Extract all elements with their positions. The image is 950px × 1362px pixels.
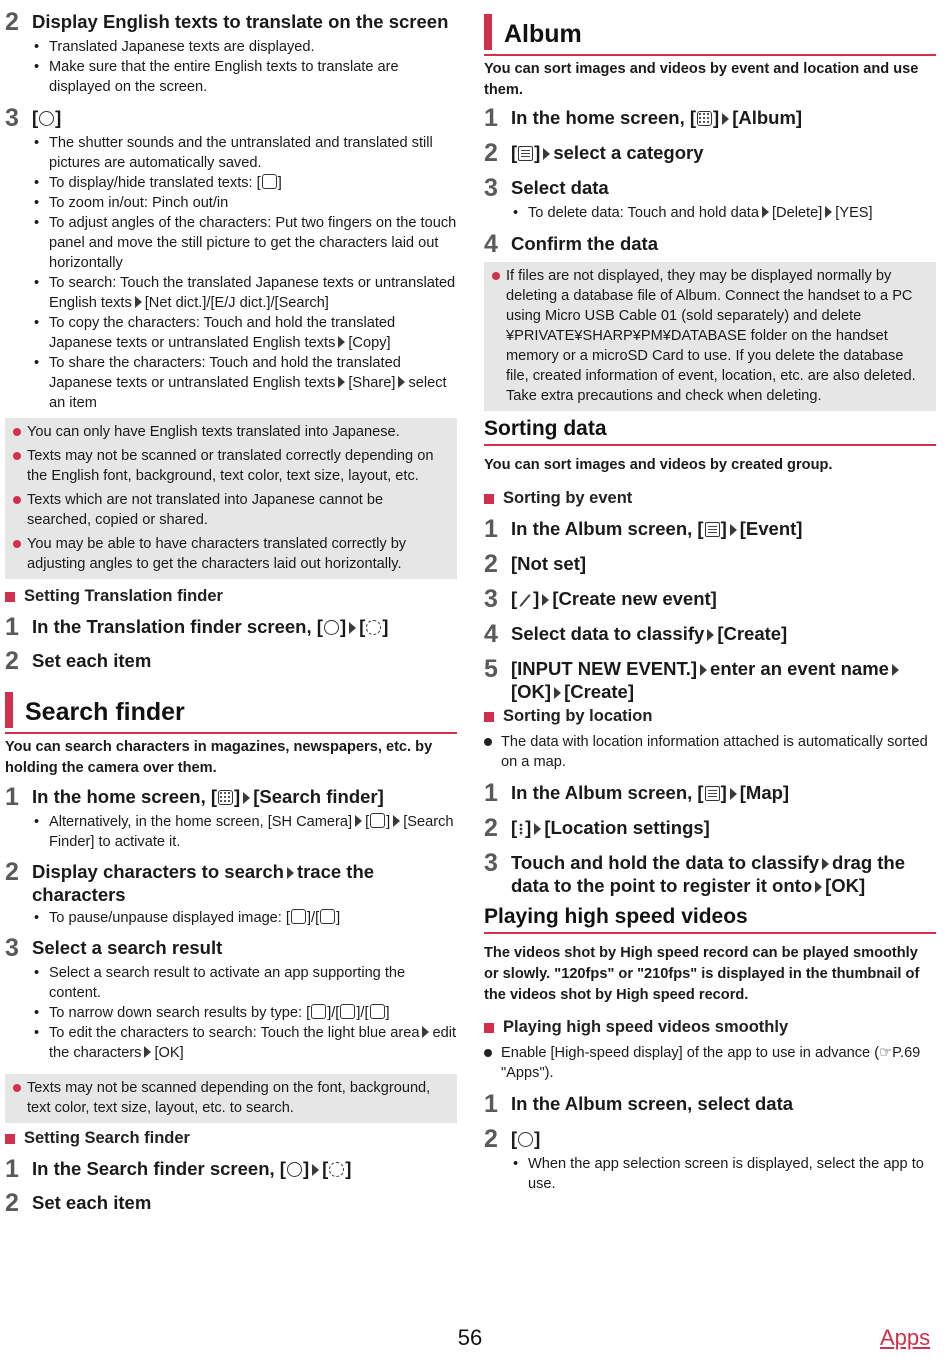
step-number: 3	[5, 104, 19, 132]
apps-grid-icon	[218, 790, 233, 805]
section-sorting-data	[484, 417, 936, 446]
arrow-icon	[135, 296, 142, 308]
arrow-icon	[349, 622, 356, 634]
step-number: 3	[484, 849, 498, 877]
arrow-icon	[822, 858, 829, 870]
play-icon	[320, 909, 335, 924]
step-text: [ ] [Create new event]	[511, 588, 717, 609]
step-number: 4	[484, 620, 498, 648]
step-text: Display characters to search trace the characters	[32, 861, 375, 905]
arrow-icon	[543, 148, 550, 160]
note-item: You may be able to have characters translated correctly by adjusting angles to get the characters laid out horizontally.	[13, 534, 451, 574]
step-number: 3	[5, 934, 19, 962]
step-text: In the Album screen, [ ] [Map]	[511, 782, 790, 803]
menu-icon	[287, 1162, 302, 1177]
notes-box	[5, 1074, 457, 1123]
arrow-icon	[892, 664, 899, 676]
filter-type-icon	[340, 1004, 355, 1019]
bullet-item: • Make sure that the entire English texts to translate are displayed on the screen.	[32, 57, 457, 97]
translate-toggle-icon	[262, 174, 277, 189]
step-text: In the Translation finder screen, [ ] [ ]	[32, 616, 389, 637]
notes-box	[5, 418, 457, 579]
step-text: Confirm the data	[511, 233, 658, 254]
step-number: 2	[5, 647, 19, 675]
step-number: 4	[484, 230, 498, 258]
arrow-icon	[312, 1164, 319, 1176]
subheading: Playing high speed videos smoothly	[484, 1018, 936, 1037]
camera-mode-icon	[370, 813, 385, 828]
step-text: [ ]	[32, 107, 62, 128]
arrow-icon	[554, 687, 561, 699]
arrow-icon	[762, 206, 769, 218]
arrow-icon	[422, 1026, 429, 1038]
bullet-item: • Select a search result to activate an app supporting the content.	[32, 963, 457, 1003]
arrow-icon	[730, 788, 737, 800]
step-text: In the Album screen, [ ] [Event]	[511, 518, 803, 539]
arrow-icon	[730, 524, 737, 536]
step-text: [ ] select a category	[511, 142, 704, 163]
arrow-icon	[144, 1046, 151, 1058]
step-3-capture	[5, 105, 457, 413]
bullet-item: • Translated Japanese texts are displayed.	[32, 37, 457, 57]
setting-translation-finder	[5, 587, 457, 674]
step-number: 2	[5, 858, 19, 886]
arrow-icon	[542, 594, 549, 606]
menu-icon	[705, 522, 720, 537]
apps-grid-icon	[697, 111, 712, 126]
bullet-item: • To narrow down search results by type: [ ]/[ ]/[ ]	[32, 1003, 457, 1023]
step-number: 2	[484, 1125, 498, 1153]
step-number: 1	[484, 779, 498, 807]
subheading: Setting Translation finder	[5, 587, 457, 606]
apps-chapter-link[interactable]: Apps	[880, 1325, 931, 1350]
bullet-item: • To display/hide translated texts: [ ]	[32, 173, 457, 193]
menu-icon	[705, 786, 720, 801]
bullet-item: • When the app selection screen is displayed, select the app to use.	[511, 1154, 936, 1194]
capture-icon	[39, 111, 54, 126]
step-text: [ ]	[511, 1128, 541, 1149]
bullet-item: • To zoom in/out: Pinch out/in	[32, 193, 457, 213]
arrow-icon	[243, 792, 250, 804]
bullet-item: • To edit the characters to search: Touch the light blue area edit the characters [OK]	[32, 1023, 457, 1063]
lead-text: You can sort images and videos by created group.	[484, 457, 833, 473]
filter-type-icon	[311, 1004, 326, 1019]
page-number: 56	[457, 1325, 483, 1350]
step-number: 5	[484, 655, 498, 683]
gear-icon	[329, 1162, 344, 1177]
more-options-icon	[518, 823, 524, 836]
step-number: 2	[484, 814, 498, 842]
step-number: 3	[484, 585, 498, 613]
lead-text: You can sort images and videos by event and location and use them.	[484, 61, 919, 98]
step-number: 1	[484, 104, 498, 132]
step-number: 2	[5, 8, 19, 36]
step-number: 1	[5, 783, 19, 811]
note-item: Texts may not be scanned depending on the font, background, text color, text size, layout, etc. to search.	[13, 1078, 451, 1118]
section-title: Search finder	[25, 698, 185, 726]
gear-icon	[366, 620, 381, 635]
subheading: Sorting by event	[484, 489, 936, 508]
bullet-list	[5, 37, 457, 97]
arrow-icon	[534, 823, 541, 835]
menu-icon	[518, 146, 533, 161]
arrow-icon	[355, 815, 362, 827]
pause-icon	[291, 909, 306, 924]
high-speed-smoothly	[484, 1018, 936, 1194]
arrow-icon	[338, 376, 345, 388]
step-text: Set each item	[32, 1192, 152, 1213]
note-item: You can only have English texts translated into Japanese.	[13, 422, 451, 442]
arrow-icon	[338, 336, 345, 348]
step-text: [INPUT NEW EVENT.] enter an event name[OK] [Create]	[511, 656, 936, 703]
arrow-icon	[707, 629, 714, 641]
arrow-icon	[815, 881, 822, 893]
sorting-by-location	[484, 707, 936, 897]
section-title: Album	[504, 20, 582, 48]
search-steps	[5, 784, 457, 1063]
bullet-list	[484, 1154, 936, 1194]
note-item: Enable [High-speed display] of the app to use in advance (☞P.69 "Apps").	[484, 1043, 936, 1083]
arrow-icon	[287, 867, 294, 879]
menu-icon	[324, 620, 339, 635]
subheading: Sorting by location	[484, 707, 936, 726]
lead-text: You can search characters in magazines, newspapers, etc. by holding the camera over them.	[5, 739, 433, 776]
bullet-item: • To adjust angles of the characters: Put two fingers on the touch panel and move the still picture to get the characters laid out horizontally	[32, 213, 457, 273]
bullet-item: • To delete data: Touch and hold data [Delete] [YES]	[511, 203, 936, 223]
step-2-display-texts	[5, 9, 457, 97]
arrow-icon	[700, 664, 707, 676]
step-number: 3	[484, 174, 498, 202]
step-text: Select a search result	[32, 937, 223, 958]
setting-search-finder	[5, 1129, 457, 1216]
sorting-by-event	[484, 489, 936, 703]
step-text: [Not set]	[511, 553, 587, 574]
section-title: Sorting data	[484, 417, 607, 440]
step-text: In the home screen, [ ] [Album]	[511, 107, 803, 128]
notes-box	[484, 262, 936, 411]
note-item: The data with location information attached is automatically sorted on a map.	[484, 732, 936, 772]
step-number: 1	[5, 613, 19, 641]
bullet-item: • To pause/unpause displayed image: [ ]/[ ]	[32, 908, 457, 928]
step-number: 2	[484, 550, 498, 578]
bullet-item: • Alternatively, in the home screen, [SH Camera] [ ] [Search Finder] to activate it.	[32, 812, 457, 852]
filter-type-icon	[370, 1004, 385, 1019]
step-number: 1	[5, 1155, 19, 1183]
subheading: Setting Search finder	[5, 1129, 457, 1148]
step-text: In the Search finder screen, [ ] [ ]	[32, 1158, 352, 1179]
step-text: Touch and hold the data to classify drag the data to the point to register it onto [OK]	[511, 852, 906, 896]
step-number: 2	[5, 1189, 19, 1217]
arrow-icon	[722, 113, 729, 125]
section-album	[484, 12, 936, 56]
section-search-finder	[5, 690, 457, 734]
bullet-list	[484, 203, 936, 223]
arrow-icon	[398, 376, 405, 388]
bullet-list	[5, 908, 457, 928]
arrow-icon	[825, 206, 832, 218]
bullet-item: • The shutter sounds and the untranslated and translated still pictures are automatically saved.	[32, 133, 457, 173]
bullet-item: • To copy the characters: Touch and hold the translated Japanese texts or untranslated English texts [Copy]	[32, 313, 457, 353]
step-text: Display English texts to translate on the screen	[32, 11, 449, 32]
note-item: If files are not displayed, they may be displayed normally by deleting a database file of Album. Connect the handset to a PC using Micro USB Cable 01 (sold separately) and delete ¥PRIVATE¥SHARP¥PM¥DATABASE folder on the handset memory or a microSD Card to use. If you delete the database file, created information of event, location, etc. are also deleted. Take extra precautions and check when deleting.	[492, 266, 930, 406]
step-text: Select data	[511, 177, 609, 198]
bullet-list	[5, 812, 457, 852]
lead-text: The videos shot by High speed record can be played smoothly or slowly. "120fps" or "210fps" is displayed in the thumbnail of the videos shot by High speed record.	[484, 945, 920, 1003]
play-icon	[518, 1132, 533, 1147]
arrow-icon	[393, 815, 400, 827]
step-text: In the home screen, [ ] [Search finder]	[32, 786, 384, 807]
bullet-list	[5, 963, 457, 1063]
step-text: Select data to classify [Create]	[511, 623, 788, 644]
step-text: Set each item	[32, 650, 152, 671]
step-number: 1	[484, 515, 498, 543]
reference-icon: ☞	[879, 1045, 893, 1061]
note-item: Texts which are not translated into Japanese cannot be searched, copied or shared.	[13, 490, 451, 530]
note-item: Texts may not be scanned or translated correctly depending on the English font, background, text color, text size, layout, etc.	[13, 446, 451, 486]
edit-icon	[518, 594, 532, 607]
bullet-item: • To search: Touch the translated Japanese texts or untranslated English texts [Net dict.]/[E/J dict.]/[Search]	[32, 273, 457, 313]
step-number: 2	[484, 139, 498, 167]
step-text: In the Album screen, select data	[511, 1093, 794, 1114]
section-title: Playing high speed videos	[484, 905, 748, 928]
bullet-item: • To share the characters: Touch and hold the translated Japanese texts or untranslated English texts [Share] select an item	[32, 353, 457, 413]
section-high-speed	[484, 905, 936, 934]
step-text: [ ] [Location settings]	[511, 817, 710, 838]
bullet-list	[5, 133, 457, 413]
album-steps	[484, 105, 936, 257]
step-number: 1	[484, 1090, 498, 1118]
